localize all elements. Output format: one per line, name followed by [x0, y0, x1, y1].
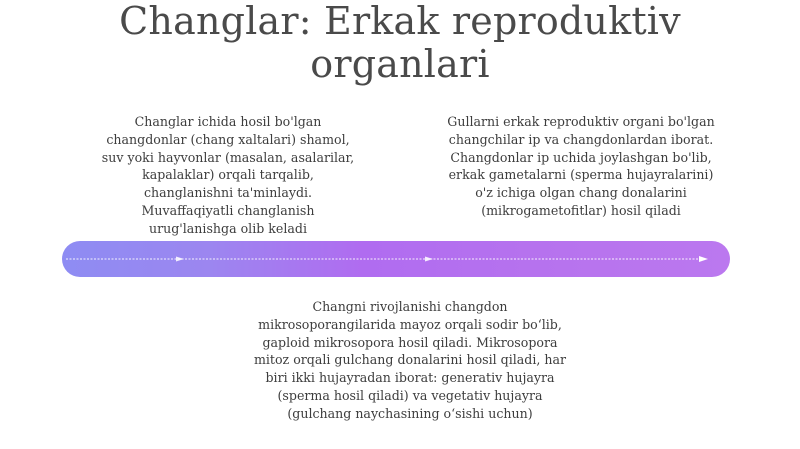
text-line: changdonlar (chang xaltalari) shamol, [106, 131, 350, 147]
timeline-arrow-line [62, 241, 730, 277]
text-line: gaploid mikrosopora hosil qiladi. Mikrosopora [262, 334, 558, 350]
text-line: biri ikki hujayradan iborat: generativ hujayra [265, 370, 555, 386]
text-line: urug'lanishga olib keladi [149, 220, 307, 236]
text-line: o'z ichiga olgan chang donalarini [475, 185, 687, 201]
text-block-stamens [418, 113, 744, 220]
text-line: kapalaklar) orqali tarqalib, [142, 167, 314, 183]
text-block-pollination [72, 113, 384, 238]
arrow-right-icon [699, 256, 708, 262]
text-line: mitoz orqali gulchang donalarini hosil qiladi, har [253, 352, 567, 368]
text-line: (mikrogametofitlar) hosil qiladi [481, 202, 681, 218]
arrow-right-icon [176, 257, 184, 262]
text-line: Changlar ichida hosil bo'lgan [134, 114, 322, 129]
text-line: suv yoki hayvonlar (masalan, asalarilar, [101, 149, 355, 165]
text-line: erkak gametalarni (sperma hujayralarini) [448, 167, 714, 183]
text-line: Muvaffaqiyatli changlanish [141, 202, 315, 218]
slide-title-line-2: organlari [310, 42, 490, 86]
text-line: Changni rivojlanishi changdon [312, 299, 508, 314]
text-line: (gulchang naychasining o‘sishi uchun) [287, 405, 533, 421]
text-line: changchilar ip va changdonlardan iborat. [448, 131, 714, 147]
slide-title [0, 0, 800, 86]
text-block-pollen-development [220, 298, 600, 423]
text-line: Gullarni erkak reproduktiv organi bo'lgan [447, 114, 715, 129]
arrow-right-icon [425, 257, 433, 262]
text-line: changlanishni ta'minlaydi. [143, 185, 313, 201]
text-line: (sperma hosil qiladi) va vegetativ hujayra [277, 387, 543, 403]
text-line: mikrosoporangilarida mayoz orqali sodir bo‘lib, [258, 316, 562, 332]
slide-title-line-1: Changlar: Erkak reproduktiv [119, 0, 681, 43]
timeline-bar [62, 241, 730, 277]
text-line: Changdonlar ip uchida joylashgan bo'lib, [450, 149, 712, 165]
